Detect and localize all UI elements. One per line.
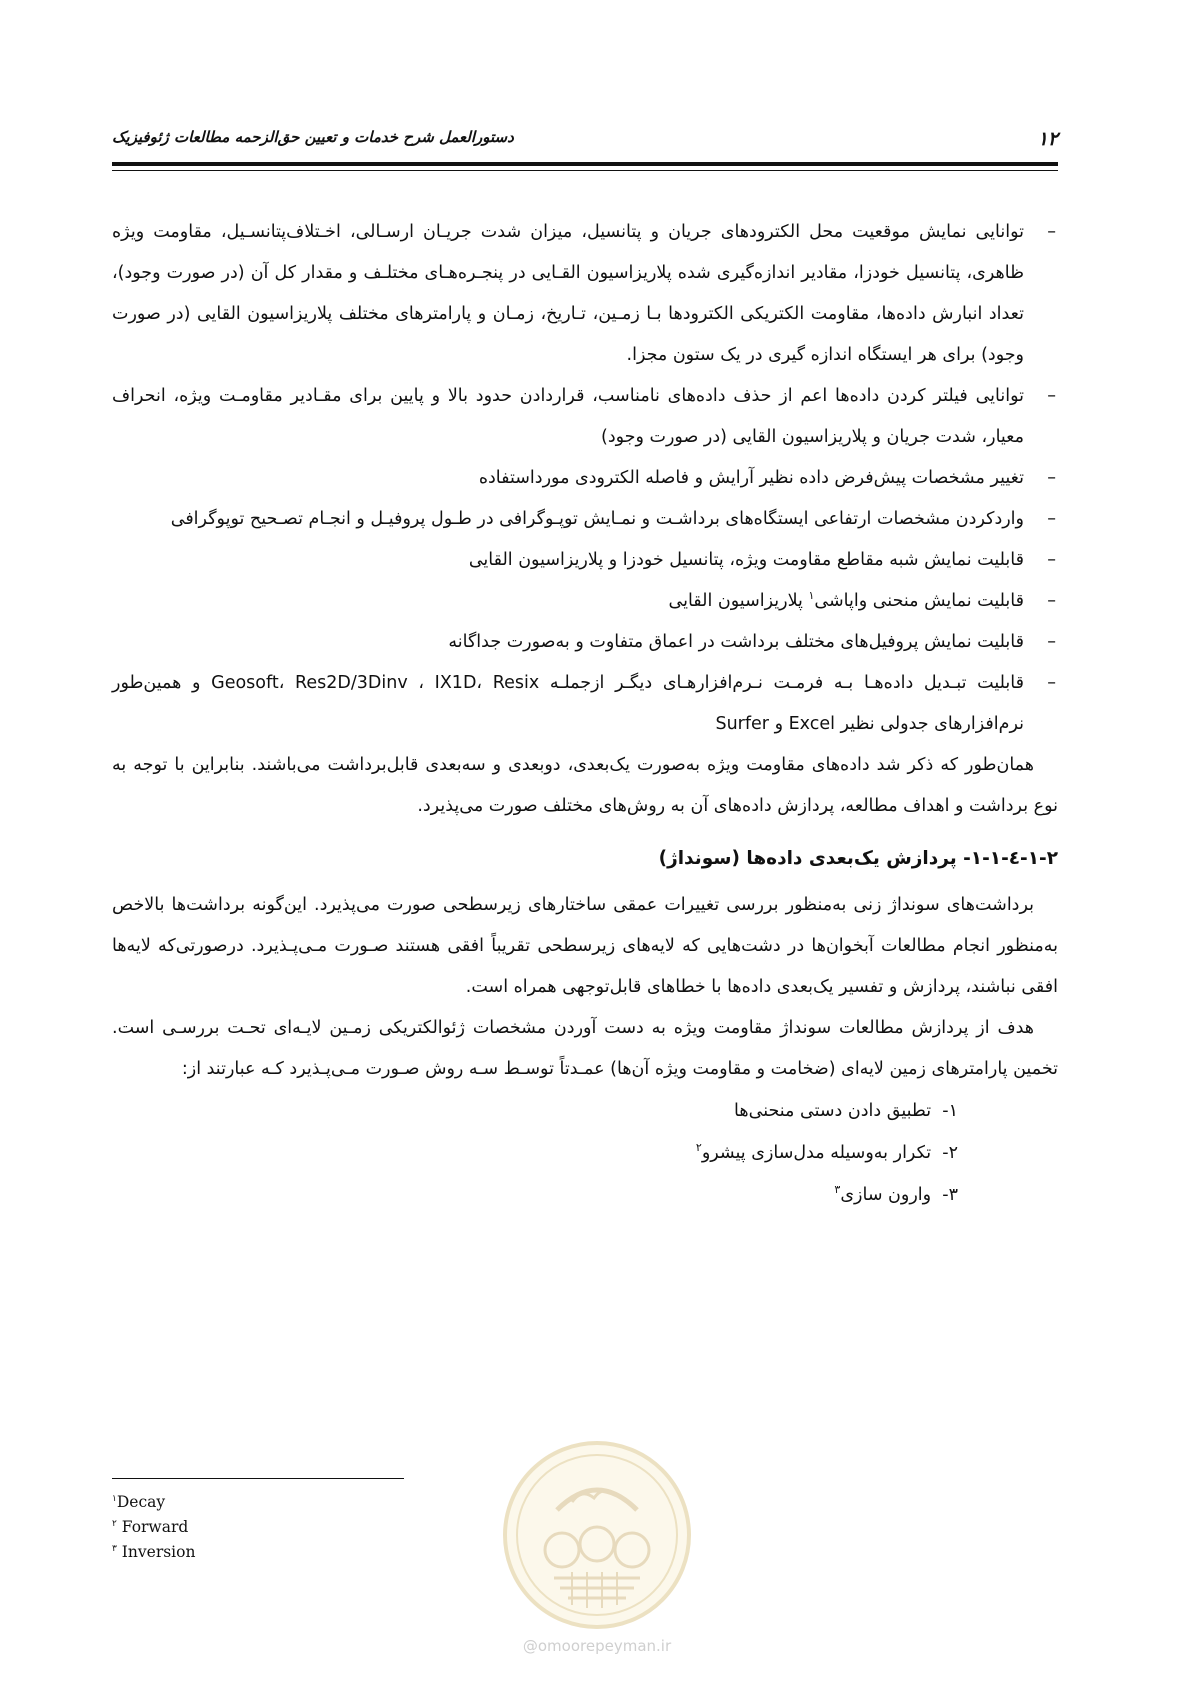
list-item: – قابلیت نمایش پروفیل‌های مختلف برداشت در اعماق متفاوت و به‌صورت جداگانه — [112, 622, 1058, 663]
list-item: – تغییر مشخصات پیش‌فرض داده نظیر آرایش و فاصله الکترودی مورداستفاده — [112, 458, 1058, 499]
running-title: دستورالعمل شرح خدمات و تعیین حق‌الزحمه مطالعات ژئوفیزیک — [112, 128, 514, 146]
page-number: ۱۲ — [1037, 128, 1058, 150]
paragraph: هدف از پردازش مطالعات سونداژ مقاومت ویژه به دست آوردن مشخصات ژئوالکتریکی زمـین لایـه‌ای تحـت بررسـی است. تخمین پارامترهای زمین لایه‌ای (ضخامت و مقاومت ویژه آن‌ها) عمـدتاً توسـط سـه روش صـورت مـی‌پـذیرد کـه عبارتند از: — [112, 1018, 1058, 1079]
main-content — [112, 212, 1058, 1216]
footnote-ref: ۳ — [834, 1183, 841, 1197]
footnote: $^۲$ Forward — [112, 1518, 189, 1536]
list-item: ۳- وارون سازی$^۳$ — [834, 1183, 958, 1205]
footnote-ref: ۱ — [808, 589, 815, 603]
list-item: – قابلیت نمایش منحنی واپاشی$^۱$ پلاریزاسیون القایی — [112, 581, 1058, 622]
watermark-url: @omoorepeyman.ir — [522, 1637, 672, 1655]
software-features-list — [112, 212, 1058, 745]
list-item: ۲- تکرار به‌وسیله مدل‌سازی پیشرو$^۲$ — [695, 1141, 958, 1163]
list-item: – توانایی نمایش موقعیت محل الکترودهای جریان و پتانسیل، میزان شدت جریـان ارسـالی، اخـتلاف‌پتانسـیل، مقاومت ویژه ظاهری، پتانسیل خودزا، مقادیر اندازه‌گیری شده پلاریزاسیون القـایی در پنجـره‌هـای مختلـف و مقدار کل آن (در صورت وجود)، تعداد انبارش داده‌ها، مقاومت الکتریکی الکترودها بـا زمـین، تـاریخ، زمـان و پارامترهای مختلف پلاریزاسیون القایی (در صورت وجود) برای هر ایستگاه اندازه گیری در یک ستون مجزا. — [112, 212, 1058, 376]
section-heading: ۱-۲-٤-۱-۱- پردازش یک‌بعدی داده‌ها (سونداژ) — [658, 848, 1058, 869]
paragraph: برداشت‌های سونداژ زنی به‌منظور بررسی تغییرات عمقی ساختارهای زیرسطحی صورت می‌پذیرد. این‌گونه برداشت‌ها بالاخص به‌منظور انجام مطالعات آبخوان‌ها در دشت‌هایی که لایه‌های زیرسطحی تقریباً افقی هستند صـورت مـی‌پـذیرد. درصورتی‌که لایه‌ها افقی نباشند، پردازش و تفسیر یک‌بعدی داده‌ها با خطاهای قابل‌توجهی همراه است. — [112, 895, 1058, 997]
watermark-seal — [502, 1440, 692, 1630]
list-item: – واردکردن مشخصات ارتفاعی ایستگاه‌های برداشـت و نمـایش توپـوگرافی در طـول پروفیـل و انجـام تصـحیح توپوگرافی — [112, 499, 1058, 540]
footnote-separator — [112, 1478, 404, 1479]
list-item: ۱- تطبیق دادن دستی منحنی‌ها — [734, 1101, 958, 1121]
paragraph: همان‌طور که ذکر شد داده‌های مقاومت ویژه به‌صورت یک‌بعدی، دوبعدی و سه‌بعدی قابل‌برداشت می‌باشند. بنابراین با توجه به نوع برداشت و اهداف مطالعه، پردازش داده‌های آن به روش‌های مختلف صورت می‌پذیرد. — [112, 755, 1058, 816]
footnote: $^۳$ Inversion — [112, 1543, 196, 1561]
list-item: – قابلیت تبـدیل داده‌هـا بـه فرمـت نـرم‌افزارهـای دیگـر ازجملـه Geosoft، Res2D/3Dinv ، IX1D، Resix و همین‌طور نرم‌افزارهای جدولی نظیر Excel و Surfer — [112, 663, 1058, 745]
footnotes — [112, 1490, 432, 1565]
seal-logo-icon — [502, 1440, 692, 1630]
footnote-ref: ۲ — [695, 1141, 702, 1155]
methods-list — [112, 1090, 1058, 1216]
footnote: $^۱$Decay — [112, 1493, 166, 1511]
page-header — [112, 128, 1058, 152]
list-item: – قابلیت نمایش شبه مقاطع مقاومت ویژه، پتانسیل خودزا و پلاریزاسیون القایی — [112, 540, 1058, 581]
header-rule-thin — [112, 170, 1058, 171]
list-item: – توانایی فیلتر کردن داده‌ها اعم از حذف داده‌های نامناسب، قراردادن حدود بالا و پایین برای مقـادیر مقاومـت ویژه، انحراف معیار، شدت جریان و پلاریزاسیون القایی (در صورت وجود) — [112, 376, 1058, 458]
header-rule-thick — [112, 162, 1058, 166]
